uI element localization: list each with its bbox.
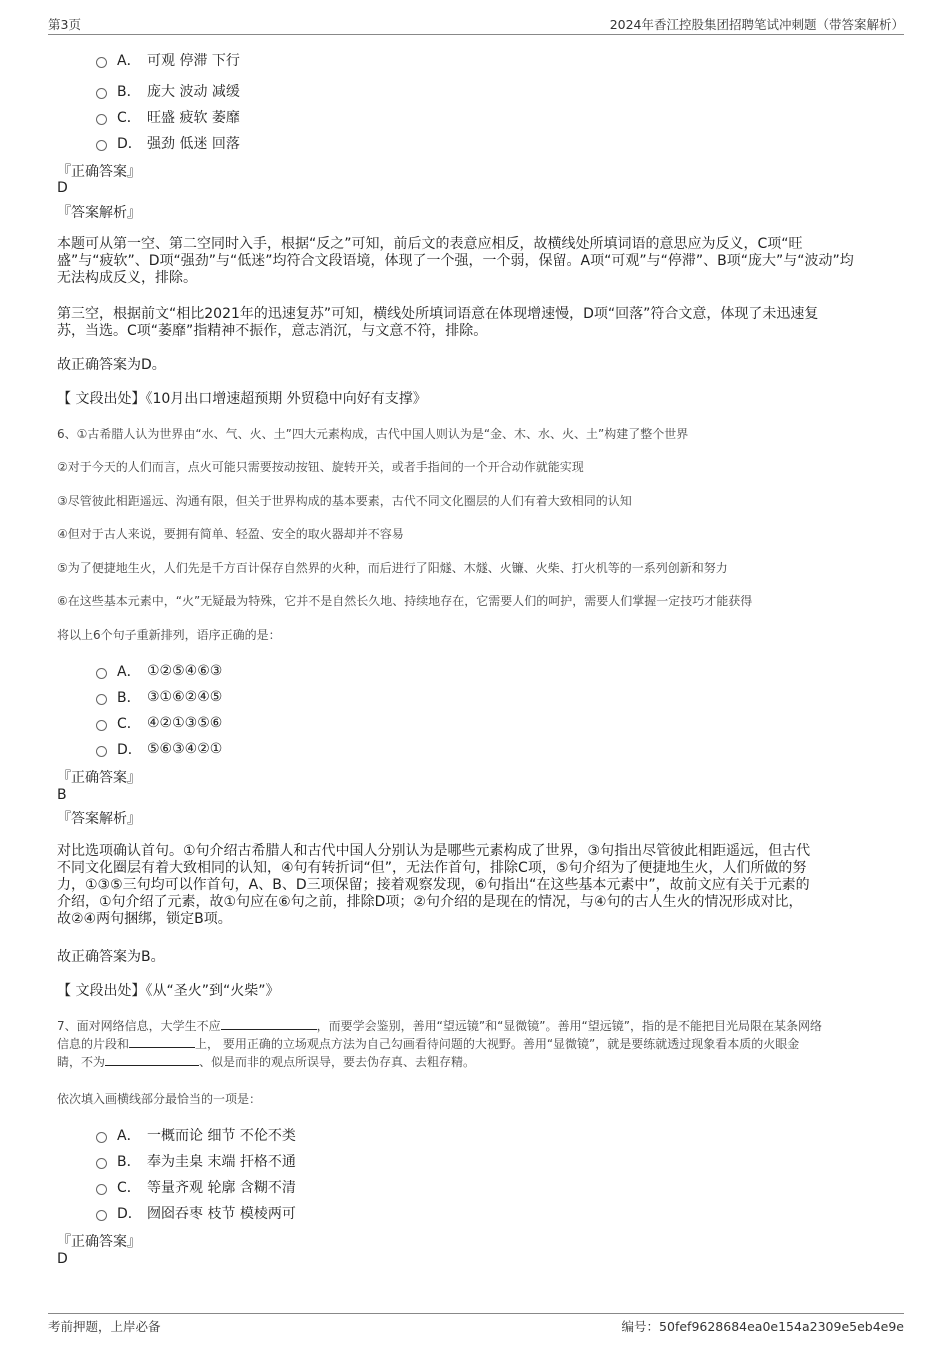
option-text: ①②⑤④⑥③ xyxy=(147,663,223,679)
radio-icon[interactable] xyxy=(96,88,107,99)
answer-label: 『正确答案』 xyxy=(57,164,141,180)
q5-option-b[interactable]: B． 庞大 波动 减缓 xyxy=(96,81,240,101)
question-prompt: 依次填入画横线部分最恰当的一项是： xyxy=(57,1092,262,1106)
document-title: 2024年香江控股集团招聘笔试冲刺题（带答案解析） xyxy=(609,17,904,32)
radio-icon[interactable] xyxy=(96,57,107,68)
q7-option-d[interactable]: D． 囫囵吞枣 枝节 模棱两可 xyxy=(96,1203,296,1223)
source-citation: 【 文段出处】《10月出口增速超预期 外贸稳中向好有支撑》 xyxy=(57,391,427,407)
question-prompt: 将以上6个句子重新排列，语序正确的是： xyxy=(57,628,281,642)
answer-label: 『正确答案』 xyxy=(57,1234,141,1250)
answer-value: D xyxy=(57,180,68,196)
q5-option-c[interactable]: C． 旺盛 疲软 萎靡 xyxy=(96,107,240,127)
q6-option-b[interactable]: B． ③①⑥②④⑤ xyxy=(96,687,222,707)
page-footer xyxy=(48,1313,904,1334)
page-number: 第3页 xyxy=(48,17,81,32)
q6-option-a[interactable]: A． ①②⑤④⑥③ xyxy=(96,661,222,681)
question-text: 7、面对网络信息，大学生不应 ，而要学会鉴别，善用“望远镜”和“显微镜”。善用“望远镜”，指的是不能把目光局限在某条网络 信息的片段和 上， 要用正确的立场观点方法为自己勾画看待问题的大视野。善用“显微镜”，就是要练就透过现象看本质的火眼金 睛，不为 、似是而非的观点所误导，要去伪存真、去粗存精。 xyxy=(57,1019,822,1069)
q7-option-a[interactable]: A． 一概而论 细节 不伦不类 xyxy=(96,1125,296,1145)
radio-icon[interactable] xyxy=(96,1184,107,1195)
conclusion: 故正确答案为D。 xyxy=(57,357,166,373)
option-text: 强劲 低迷 回落 xyxy=(147,136,240,152)
answer-value: D xyxy=(57,1251,68,1267)
q5-option-a[interactable]: A． 可观 停滞 下行 xyxy=(96,50,240,70)
analysis-paragraph: 对比选项确认首句。①句介绍古希腊人和古代中国人分别认为是哪些元素构成了世界，③句指出尽管彼此相距遥远，但古代 不同文化圈层有着大致相同的认知，④句有转折词“但”，无法作首句，排除C项，⑤句介绍为了便捷地生火，人们所做的努 力，①③⑤三句均可以作首句，A、B、D三项保留；接着观察发现，⑥句指出“在这些基本元素中”，故前文应有关于元素的 介绍，①句介绍了元素，故①句应在⑥句之前，排除D项；②句介绍的是现在的情况，与④句的古人生火的情况形成对比， 故②④两句捆绑，锁定B项。 xyxy=(57,843,811,927)
option-text: 奉为圭臬 末端 扞格不通 xyxy=(147,1154,296,1170)
analysis-paragraph: 本题可从第一空、第二空同时入手，根据“反之”可知，前后文的表意应相反，故横线处所填词语的意思应为反义，C项“旺 盛”与“疲软”、D项“强劲”与“低迷”均符合文段语境，体现了一个强，一个弱，保留。A项“可观”与“停滞”、B项“庞大”与“波动”均 无法构成反义，排除。 xyxy=(57,236,854,286)
radio-icon[interactable] xyxy=(96,1210,107,1221)
answer-label: 『正确答案』 xyxy=(57,770,141,786)
option-text: 可观 停滞 下行 xyxy=(147,53,240,69)
q7-option-b[interactable]: B． 奉为圭臬 末端 扞格不通 xyxy=(96,1151,296,1171)
answer-value: B xyxy=(57,787,67,803)
question-sentence: ⑥在这些基本元素中，“火”无疑最为特殊，它并不是自然长久地、持续地存在，它需要人们的呵护，需要人们掌握一定技巧才能获得 xyxy=(57,594,753,608)
radio-icon[interactable] xyxy=(96,668,107,679)
question-sentence: ③尽管彼此相距遥远、沟通有限，但关于世界构成的基本要素，古代不同文化圈层的人们有着大致相同的认知 xyxy=(57,494,632,508)
radio-icon[interactable] xyxy=(96,694,107,705)
source-citation: 【 文段出处】《从“圣火”到“火柴”》 xyxy=(57,983,280,999)
fill-blank[interactable] xyxy=(105,1053,199,1066)
option-text: ③①⑥②④⑤ xyxy=(147,689,223,705)
option-text: 等量齐观 轮廓 含糊不清 xyxy=(147,1180,296,1196)
radio-icon[interactable] xyxy=(96,140,107,151)
q6-option-d[interactable]: D． ⑤⑥③④②① xyxy=(96,739,222,759)
question-sentence: ②对于今天的人们而言，点火可能只需要按动按钮、旋转开关，或者手指间的一个开合动作就能实现 xyxy=(57,460,584,474)
option-text: ④②①③⑤⑥ xyxy=(147,715,223,731)
question-sentence: ④但对于古人来说，要拥有简单、轻盈、安全的取火器却并不容易 xyxy=(57,527,404,541)
option-text: 囫囵吞枣 枝节 模棱两可 xyxy=(147,1206,296,1222)
radio-icon[interactable] xyxy=(96,1158,107,1169)
footer-slogan: 考前押题，上岸必备 xyxy=(48,1319,161,1334)
q7-option-c[interactable]: C． 等量齐观 轮廓 含糊不清 xyxy=(96,1177,296,1197)
option-text: 一概而论 细节 不伦不类 xyxy=(147,1128,296,1144)
fill-blank[interactable] xyxy=(221,1017,317,1030)
question-sentence: 6、①古希腊人认为世界由“水、气、火、土”四大元素构成，古代中国人则认为是“金、木、水、火、土”构建了整个世界 xyxy=(57,427,689,441)
page-header xyxy=(48,14,904,35)
option-text: 旺盛 疲软 萎靡 xyxy=(147,110,240,126)
radio-icon[interactable] xyxy=(96,1132,107,1143)
q5-option-d[interactable]: D． 强劲 低迷 回落 xyxy=(96,133,240,153)
conclusion: 故正确答案为B。 xyxy=(57,949,165,965)
question-sentence: ⑤为了便捷地生火，人们先是千方百计保存自然界的火种，而后进行了阳燧、木燧、火镰、火柴、打火机等的一系列创新和努力 xyxy=(57,561,728,575)
fill-blank[interactable] xyxy=(129,1035,195,1048)
option-text: 庞大 波动 减缓 xyxy=(147,84,240,100)
radio-icon[interactable] xyxy=(96,114,107,125)
radio-icon[interactable] xyxy=(96,746,107,757)
analysis-paragraph: 第三空，根据前文“相比2021年的迅速复苏”可知，横线处所填词语意在体现增速慢，D项“回落”符合文意，体现了未迅速复 苏，当选。C项“萎靡”指精神不振作，意志消沉，与文意不符，排除。 xyxy=(57,306,819,339)
document-code: 编号：50fef9628684ea0e154a2309e5eb4e9e xyxy=(621,1319,904,1334)
option-text: ⑤⑥③④②① xyxy=(147,741,223,757)
radio-icon[interactable] xyxy=(96,720,107,731)
q6-option-c[interactable]: C． ④②①③⑤⑥ xyxy=(96,713,222,733)
analysis-label: 『答案解析』 xyxy=(57,811,141,827)
analysis-label: 『答案解析』 xyxy=(57,205,141,221)
